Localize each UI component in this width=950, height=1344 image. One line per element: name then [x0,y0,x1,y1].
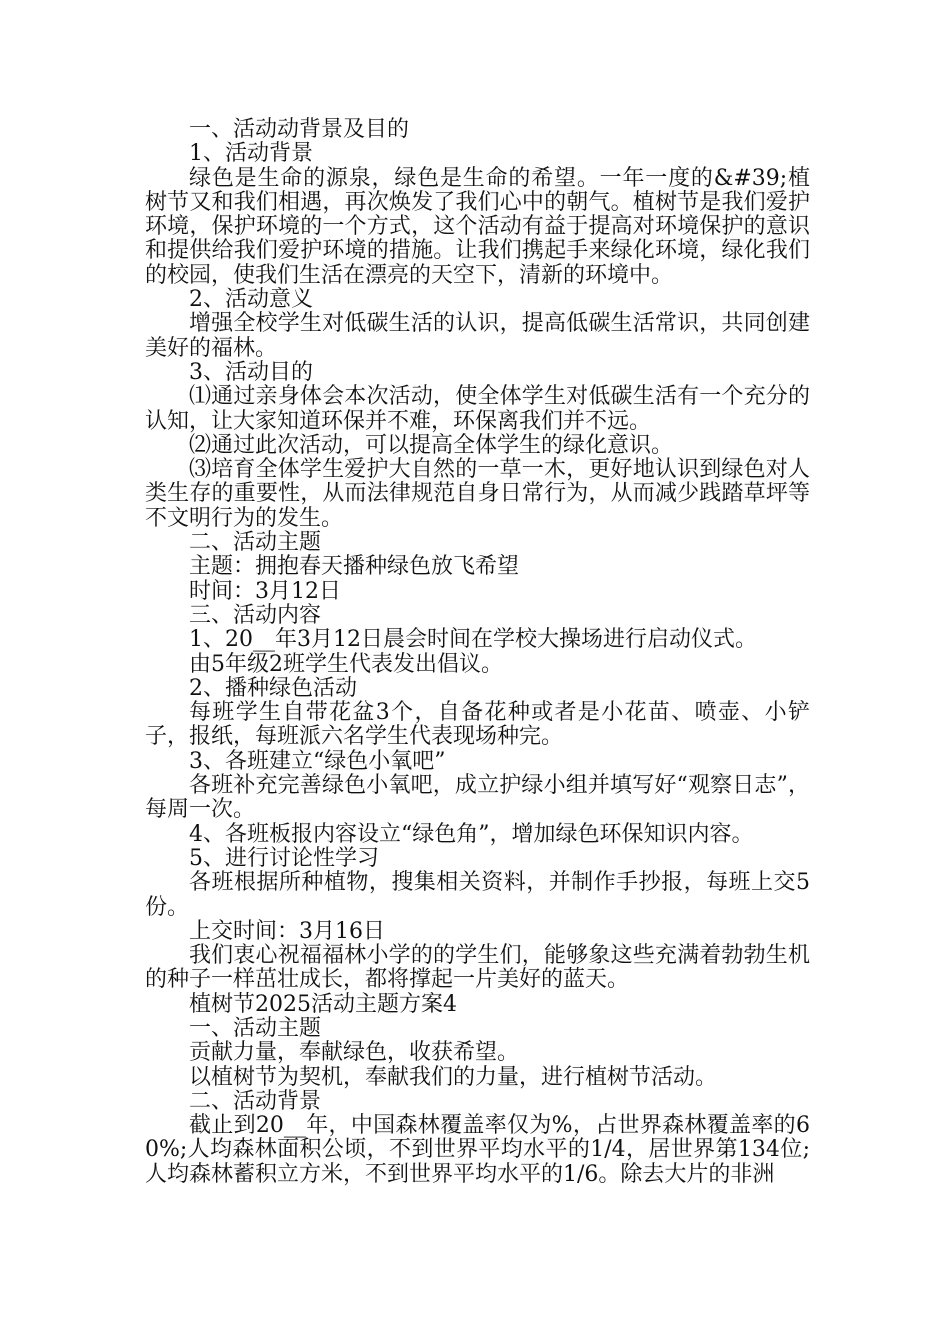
paragraph: 以植树节为契机，奉献我们的力量，进行植树节活动。 [189,1064,718,1090]
heading-background-purpose: 一、活动动背景及目的 [189,117,410,142]
paragraph: 由5年级2班学生代表发出倡议。 [189,651,503,677]
paragraph: 1、20__年3月12日晨会时间在学校大操场进行启动仪式。 [189,627,757,653]
heading-content: 三、活动内容 [189,602,322,628]
paragraph: ⑴通过亲身体会本次活动，使全体学生对低碳生活有一个充分的认知，让大家知道环保并不难，环保离我们并不远。 [145,384,810,434]
paragraph: 每班学生自带花盆3个，自备花种或者是小花苗、喷壶、小铲子，报纸，每班派六名学生代表现场种完。 [145,700,810,750]
section-title-plan-4: 植树节2025活动主题方案4 [189,991,457,1017]
paragraph: ⑶培育全体学生爱护大自然的一草一木，更好地认识到绿色对人类生存的重要性，从而法律规范自身日常行为，从而减少践踏草坪等不文明行为的发生。 [145,457,810,531]
subheading-background: 1、活动背景 [189,141,313,167]
subheading-purpose: 3、活动目的 [189,359,313,385]
paragraph: 我们衷心祝福福林小学的的学生们，能够象这些充满着勃勃生机的种子一样茁壮成长，都将撑起一片美好的蓝天。 [145,943,810,993]
paragraph: 各班根据所种植物，搜集相关资料，并制作手抄报，每班上交5份。 [145,870,810,920]
document-body [145,118,810,1187]
subheading-planting: 2、播种绿色活动 [189,675,357,701]
subheading-oxygen-bar: 3、各班建立“绿色小氧吧” [189,748,446,774]
paragraph: 增强全校学生对低碳生活的认识，提高低碳生活常识，共同创建美好的福林。 [145,311,810,361]
subheading-significance: 2、活动意义 [189,287,313,313]
paragraph: 时间：3月12日 [189,578,341,604]
subheading-learning: 5、进行讨论性学习 [189,845,379,871]
paragraph: 主题：拥抱春天播种绿色放飞希望 [189,554,520,580]
paragraph: 绿色是生命的源泉，绿色是生命的希望。一年一度的&#39;植树节又和我们相遇，再次焕发了我们心中的朝气。植树节是我们爱护环境，保护环境的一个方式，这个活动有益于提高对环境保护的意识和提供给我们爱护环境的措施。让我们携起手来绿化环境，绿化我们的校园，使我们生活在漂亮的天空下，清新的环境中。 [145,165,810,288]
paragraph: 贡献力量，奉献绿色，收获希望。 [189,1040,520,1066]
heading-theme: 一、活动主题 [189,1015,322,1041]
paragraph: 4、各班板报内容设立“绿色角”，增加绿色环保知识内容。 [189,821,754,847]
paragraph: 上交时间：3月16日 [189,918,385,944]
heading-background: 二、活动背景 [189,1088,322,1114]
paragraph: 各班补充完善绿色小氧吧，成立护绿小组并填写好“观察日志”，每周一次。 [145,773,810,823]
paragraph: ⑵通过此次活动，可以提高全体学生的绿化意识。 [189,432,674,458]
paragraph: 截止到20__年，中国森林覆盖率仅为%，占世界森林覆盖率的60%;人均森林面积公顷，不到世界平均水平的1/4，居世界第134位;人均森林蓄积立方米，不到世界平均水平的1/6。除去大片的非洲 [145,1113,810,1187]
heading-theme: 二、活动主题 [189,530,322,556]
